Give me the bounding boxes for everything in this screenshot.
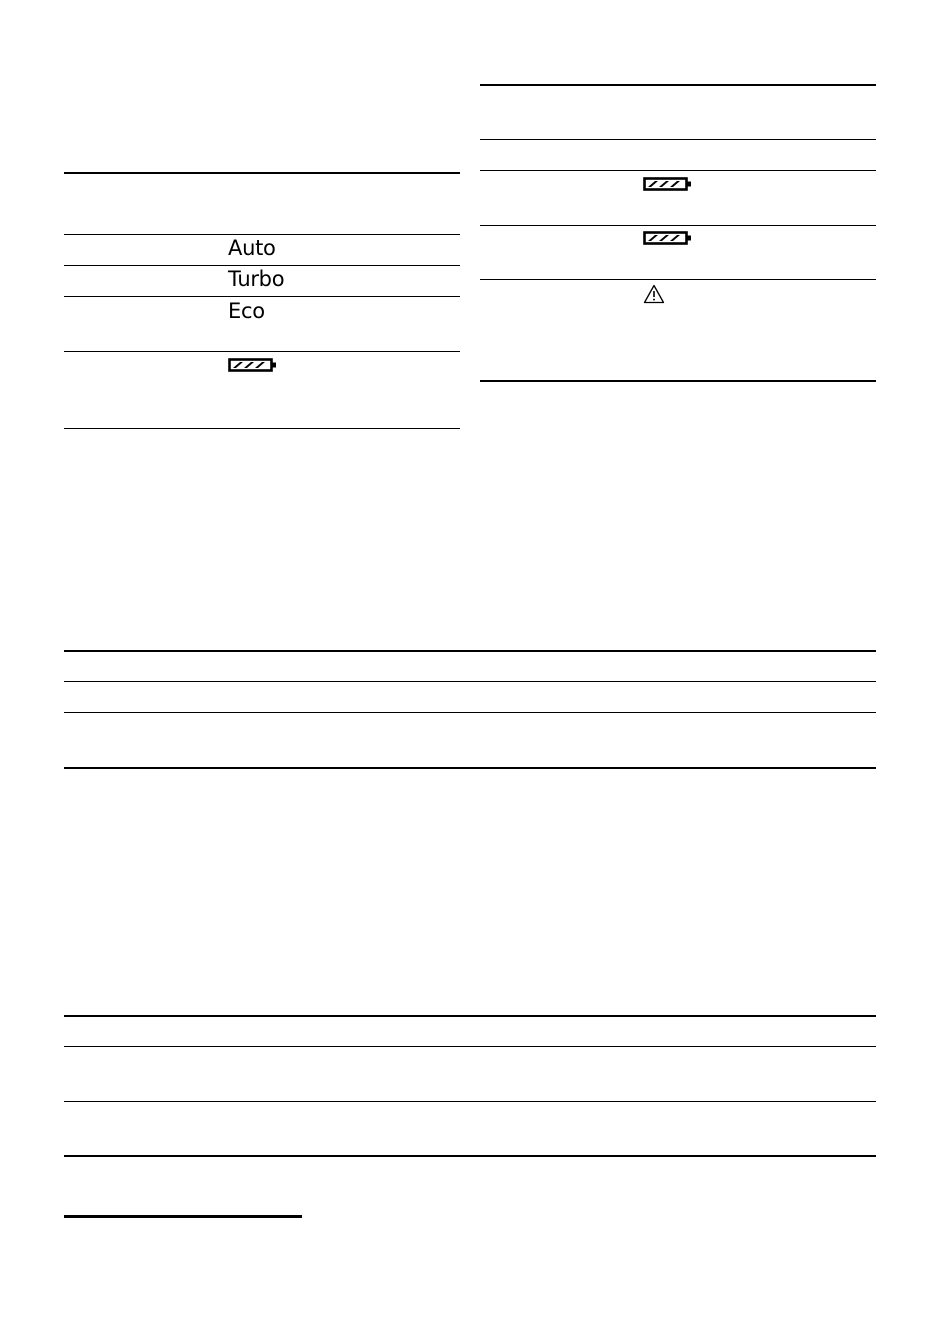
battery-full-icon	[643, 231, 693, 245]
table-rule	[64, 650, 876, 652]
table-rule	[64, 351, 460, 352]
table-rule	[64, 712, 876, 713]
table-rule	[64, 1046, 876, 1047]
table-rule	[480, 139, 876, 140]
table-rule	[64, 172, 460, 174]
table-rule	[64, 428, 460, 429]
mode-turbo: Turbo	[228, 267, 285, 291]
table-rule	[480, 279, 876, 280]
table-rule	[64, 296, 460, 297]
footnote-separator	[64, 1215, 302, 1218]
table-rule	[480, 170, 876, 171]
table-rule	[64, 234, 460, 235]
table-rule	[64, 1155, 876, 1157]
table-rule	[64, 265, 460, 266]
table-rule	[480, 380, 876, 382]
table-rule	[64, 767, 876, 769]
mode-eco: Eco	[228, 299, 265, 323]
table-rule	[64, 1015, 876, 1017]
table-rule	[64, 1101, 876, 1102]
battery-full-icon	[228, 358, 278, 372]
battery-full-icon	[643, 177, 693, 191]
table-rule	[64, 681, 876, 682]
table-rule	[480, 225, 876, 226]
table-rule	[480, 84, 876, 86]
mode-auto: Auto	[228, 236, 276, 260]
warning-triangle-icon	[643, 284, 665, 304]
